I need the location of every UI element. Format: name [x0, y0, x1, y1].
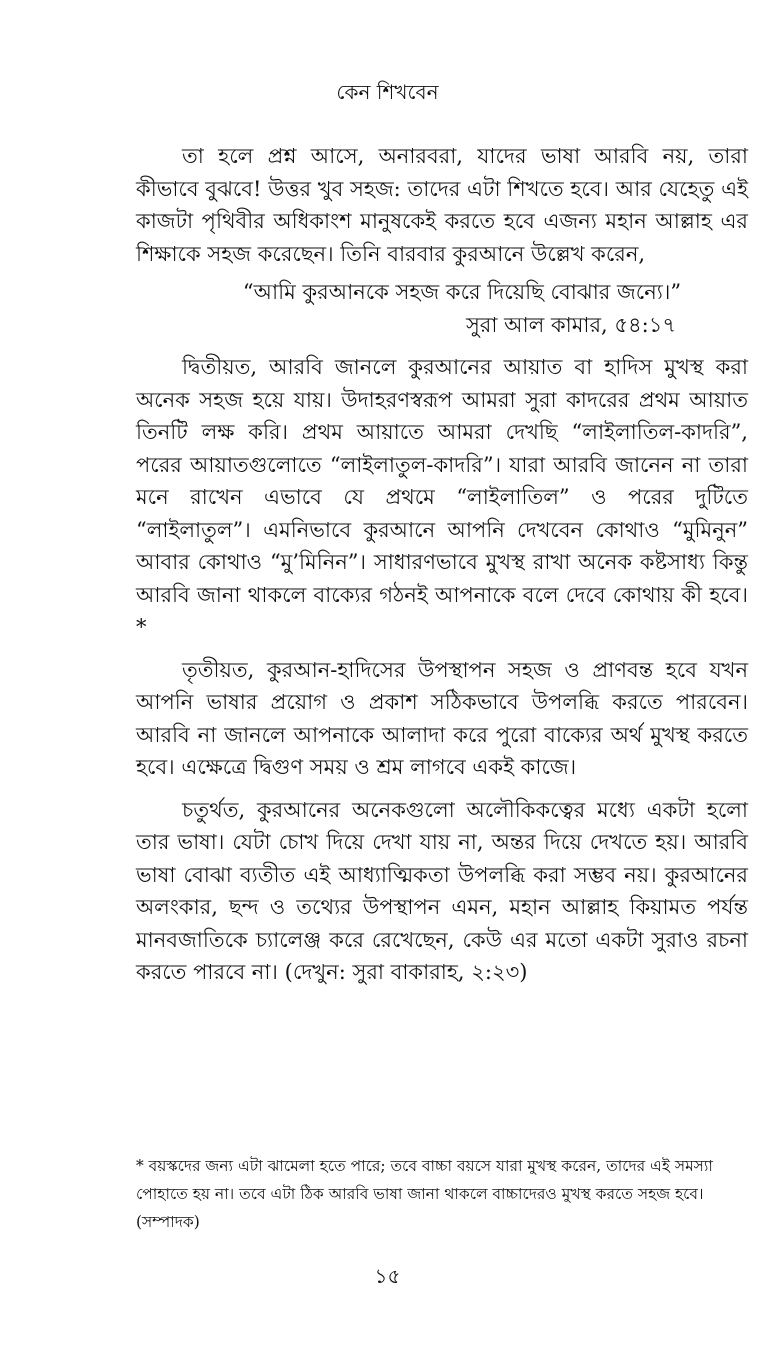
- body-text: [136, 140, 748, 989]
- page-number: ১৫: [374, 1264, 401, 1288]
- paragraph-1: তা হলে প্রশ্ন আসে, অনারবরা, যাদের ভাষা আরবি নয়, তারা কীভাবে বুঝবে! উত্তর খুব সহজ: তাদের এটা শিখতে হবে। আর যেহেতু এই কাজটা পৃথিবীর অধিকাংশ মানুষকেই করতে হবে এজন্য মহান আল্লাহ এর শিক্ষাকে সহজ করেছেন। তিনি বারবার কুরআনে উল্লেখ করেন,: [136, 144, 748, 266]
- paragraph-3: তৃতীয়ত, কুরআন-হাদিসের উপস্থাপন সহজ ও প্রাণবন্ত হবে যখন আপনি ভাষার প্রয়োগ ও প্রকাশ সঠিকভাবে উপলব্ধি করতে পারবেন। আরবি না জানলে আপনাকে আলাদা করে পুরো বাক্যের অর্থ মুখস্থ করতে হবে। এক্ষেত্রে দ্বিগুণ সময় ও শ্রম লাগবে একই কাজে।: [136, 657, 748, 779]
- quote-reference: সুরা আল কামার, ৫৪:১৭: [465, 312, 676, 337]
- quote-block: [136, 276, 748, 341]
- paragraph-2: দ্বিতীয়ত, আরবি জানলে কুরআনের আয়াত বা হাদিস মুখস্থ করা অনেক সহজ হয়ে যায়। উদাহরণস্বরূপ আমরা সুরা কাদরের প্রথম আয়াত তিনটি লক্ষ করি। প্রথম আয়াতে আমরা দেখছি “লাইলাতিল-কাদরি”, পরের আয়াতগুলোতে “লাইলাতুল-কাদরি”। যারা আরবি জানেন না তারা মনে রাখেন এভাবে যে প্রথমে “লাইলাতিল” ও পরের দুটিতে “লাইলাতুল”। এমনিভাবে কুরআনে আপনি দেখবেন কোথাও “মুমিনুন” আবার কোথাও “মু’মিনিন”। সাধারণভাবে মুখস্থ রাখা অনেক কষ্টসাধ্য কিন্তু আরবি জানা থাকলে বাক্যের গঠনই আপনাকে বলে দেবে কোথায় কী হবে।*: [136, 355, 748, 639]
- running-head: কেন শিখবেন: [336, 80, 439, 104]
- footnote: * বয়স্কদের জন্য এটা ঝামেলা হতে পারে; তবে বাচ্চা বয়সে যারা মুখস্থ করেন, তাদের এই সমস্যা পোহাতে হয় না। তবে এটা ঠিক আরবি ভাষা জানা থাকলে বাচ্চাদেরও মুখস্থ করতে সহজ হবে। (সম্পাদক): [136, 1157, 713, 1231]
- paragraph-4: চতুর্থত, কুরআনের অনেকগুলো অলৌকিকত্বের মধ্যে একটা হলো তার ভাষা। যেটা চোখ দিয়ে দেখা যায় না, অন্তর দিয়ে দেখতে হয়। আরবি ভাষা বোঝা ব্যতীত এই আধ্যাত্মিকতা উপলব্ধি করা সম্ভব নয়। কুরআনের অলংকার, ছন্দ ও তথ্যের উপস্থাপন এমন, মহান আল্লাহ কিয়ামত পর্যন্ত মানবজাতিকে চ্যালেঞ্জ করে রেখেছেন, কেউ এর মতো একটা সুরাও রচনা করতে পারবে না। (দেখুন: সুরা বাকারাহ, ২:২৩): [136, 797, 748, 984]
- quran-quote: “আমি কুরআনকে সহজ করে দিয়েছি বোঝার জন্যে।”: [242, 280, 682, 304]
